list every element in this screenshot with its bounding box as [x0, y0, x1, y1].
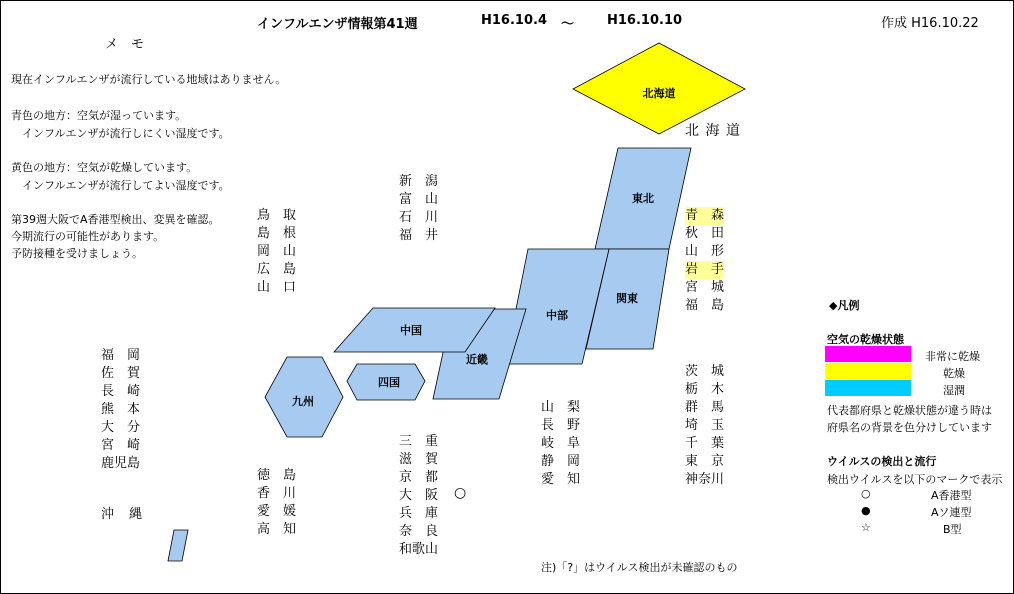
- region-label-kinki: 近畿: [466, 353, 488, 366]
- swatch-humid: [825, 380, 911, 396]
- pref-osaka: 大 阪: [399, 488, 439, 503]
- region-label-kanto: 関東: [616, 292, 638, 305]
- pref-aichi: 愛 知: [541, 472, 581, 487]
- pref-tokyo: 東 京: [685, 454, 725, 469]
- pref-hiroshima: 広 島: [257, 262, 297, 277]
- region-label-kyushu: 九州: [292, 395, 314, 408]
- pref-kagawa: 香 川: [257, 486, 297, 501]
- swatch-very-dry: [825, 346, 911, 362]
- legend-air-note-2: 府県名の背景を色分けしています: [827, 421, 992, 434]
- legend-b-type: B型: [943, 523, 962, 536]
- pref-list-kyushu: [101, 347, 140, 473]
- pref-hokkaido: 北 海 道: [685, 123, 741, 139]
- created-date: 作成 H16.10.22: [881, 16, 979, 31]
- memo-line: インフルエンザが流行しにくい湿度です。: [11, 127, 230, 140]
- legend-a-hongkong: A香港型: [931, 489, 972, 502]
- pref-gunma: 群 馬: [685, 400, 725, 415]
- pref-list-shikoku: [257, 467, 296, 539]
- pref-tottori: 鳥 取: [257, 208, 297, 223]
- region-label-tohoku: 東北: [632, 192, 654, 205]
- pref-akita: 秋 田: [685, 226, 725, 241]
- legend-a-soviet: Aソ連型: [931, 506, 972, 519]
- pref-gifu: 岐 阜: [541, 436, 581, 451]
- legend-air-note-1: 代表都府県と乾燥状態が違う時は: [827, 404, 992, 417]
- pref-list-tohoku: [685, 207, 724, 315]
- pref-fukushima: 福 島: [685, 298, 725, 313]
- pref-fukuoka: 福 岡: [101, 348, 141, 363]
- pref-niigata: 新 潟: [399, 174, 439, 189]
- region-label-chugoku: 中国: [400, 324, 422, 337]
- pref-yamanashi: 山 梨: [541, 400, 581, 415]
- pref-list-kanto: [685, 363, 724, 489]
- pref-yamagata: 山 形: [685, 244, 725, 259]
- memo-line: 青色の地方：空気が湿っています。: [11, 109, 187, 122]
- memo-heading: メ モ: [105, 37, 145, 52]
- pref-tokushima: 徳 島: [257, 468, 297, 483]
- pref-kanagawa: 神奈川: [685, 472, 725, 487]
- pref-shiga: 滋 賀: [399, 452, 439, 467]
- pref-shizuoka: 静 岡: [541, 454, 581, 469]
- pref-miyagi: 宮 城: [685, 280, 725, 295]
- circle-filled-icon: ●: [861, 504, 871, 517]
- memo-line: 今期流行の可能性があります。: [11, 230, 165, 243]
- pref-nara: 奈 良: [399, 524, 439, 539]
- memo-line: 現在インフルエンザが流行している地域はありません。: [11, 73, 287, 86]
- circle-open-icon: ○: [861, 487, 871, 500]
- pref-chiba: 千 葉: [685, 436, 725, 451]
- pref-saga: 佐 賀: [101, 366, 141, 381]
- region-label-hokkaido: 北海道: [642, 87, 676, 100]
- pref-iwate: 岩 手: [685, 262, 725, 277]
- pref-kagoshima: 鹿児島: [101, 456, 141, 471]
- pref-wakayama: 和歌山: [399, 542, 439, 557]
- memo-line: インフルエンザが流行してよい湿度です。: [11, 179, 230, 192]
- memo-line: 予防接種を受けましょう。: [11, 247, 143, 260]
- pref-ibaraki: 茨 城: [685, 364, 725, 379]
- date-from: H16.10.4: [481, 13, 547, 28]
- legend-air-title: 空気の乾燥状態: [827, 333, 904, 346]
- pref-ishikawa: 石 川: [399, 210, 439, 225]
- star-icon: ☆: [861, 521, 871, 534]
- swatch-dry: [825, 363, 911, 379]
- pref-nagasaki: 長 崎: [101, 384, 141, 399]
- pref-kochi: 高 知: [257, 522, 297, 537]
- footnote: 注)「?」はウイルス検出が未確認のもの: [541, 561, 738, 574]
- pref-miyazaki: 宮 崎: [101, 438, 141, 453]
- pref-hyogo: 兵 庫: [399, 506, 439, 521]
- pref-okinawa: 沖 縄: [101, 507, 144, 522]
- pref-kumamoto: 熊 本: [101, 402, 141, 417]
- legend-virus-sub: 検出ウイルスを以下のマークで表示: [827, 473, 1003, 486]
- pref-toyama: 富 山: [399, 192, 439, 207]
- pref-list-chubu-north: [399, 173, 438, 245]
- virus-mark-osaka: ○: [454, 485, 467, 501]
- date-tilde: ～: [561, 17, 575, 32]
- pref-saitama: 埼 玉: [685, 418, 725, 433]
- pref-kyoto: 京 都: [399, 470, 439, 485]
- legend-very-dry: 非常に乾燥: [925, 350, 980, 363]
- pref-tochigi: 栃 木: [685, 382, 725, 397]
- legend-humid: 湿潤: [943, 384, 965, 397]
- region-label-shikoku: 四国: [378, 376, 400, 389]
- pref-list-chugoku: [257, 207, 296, 297]
- region-okinawa[interactable]: [168, 530, 188, 561]
- pref-list-kinki: [399, 433, 438, 559]
- pref-okayama: 岡 山: [257, 244, 297, 259]
- legend-heading: ◆凡例: [829, 299, 860, 312]
- memo-line: 第39週大阪でA香港型検出、変異を確認。: [11, 213, 220, 226]
- date-to: H16.10.10: [607, 13, 683, 28]
- legend-virus-title: ウイルスの検出と流行: [827, 455, 937, 468]
- pref-oita: 大 分: [101, 420, 141, 435]
- pref-mie: 三 重: [399, 434, 439, 449]
- region-label-chubu: 中部: [546, 309, 568, 322]
- bulletin-title: インフルエンザ情報第41週: [257, 17, 418, 32]
- pref-ehime: 愛 媛: [257, 504, 297, 519]
- memo-line: 黄色の地方：空気が乾燥しています。: [11, 161, 198, 174]
- pref-yamaguchi: 山 口: [257, 280, 297, 295]
- pref-aomori: 青 森: [685, 208, 725, 223]
- pref-fukui: 福 井: [399, 228, 439, 243]
- legend-dry: 乾燥: [943, 367, 965, 380]
- pref-list-chubu-central: [541, 399, 580, 489]
- pref-nagano: 長 野: [541, 418, 581, 433]
- pref-shimane: 島 根: [257, 226, 297, 241]
